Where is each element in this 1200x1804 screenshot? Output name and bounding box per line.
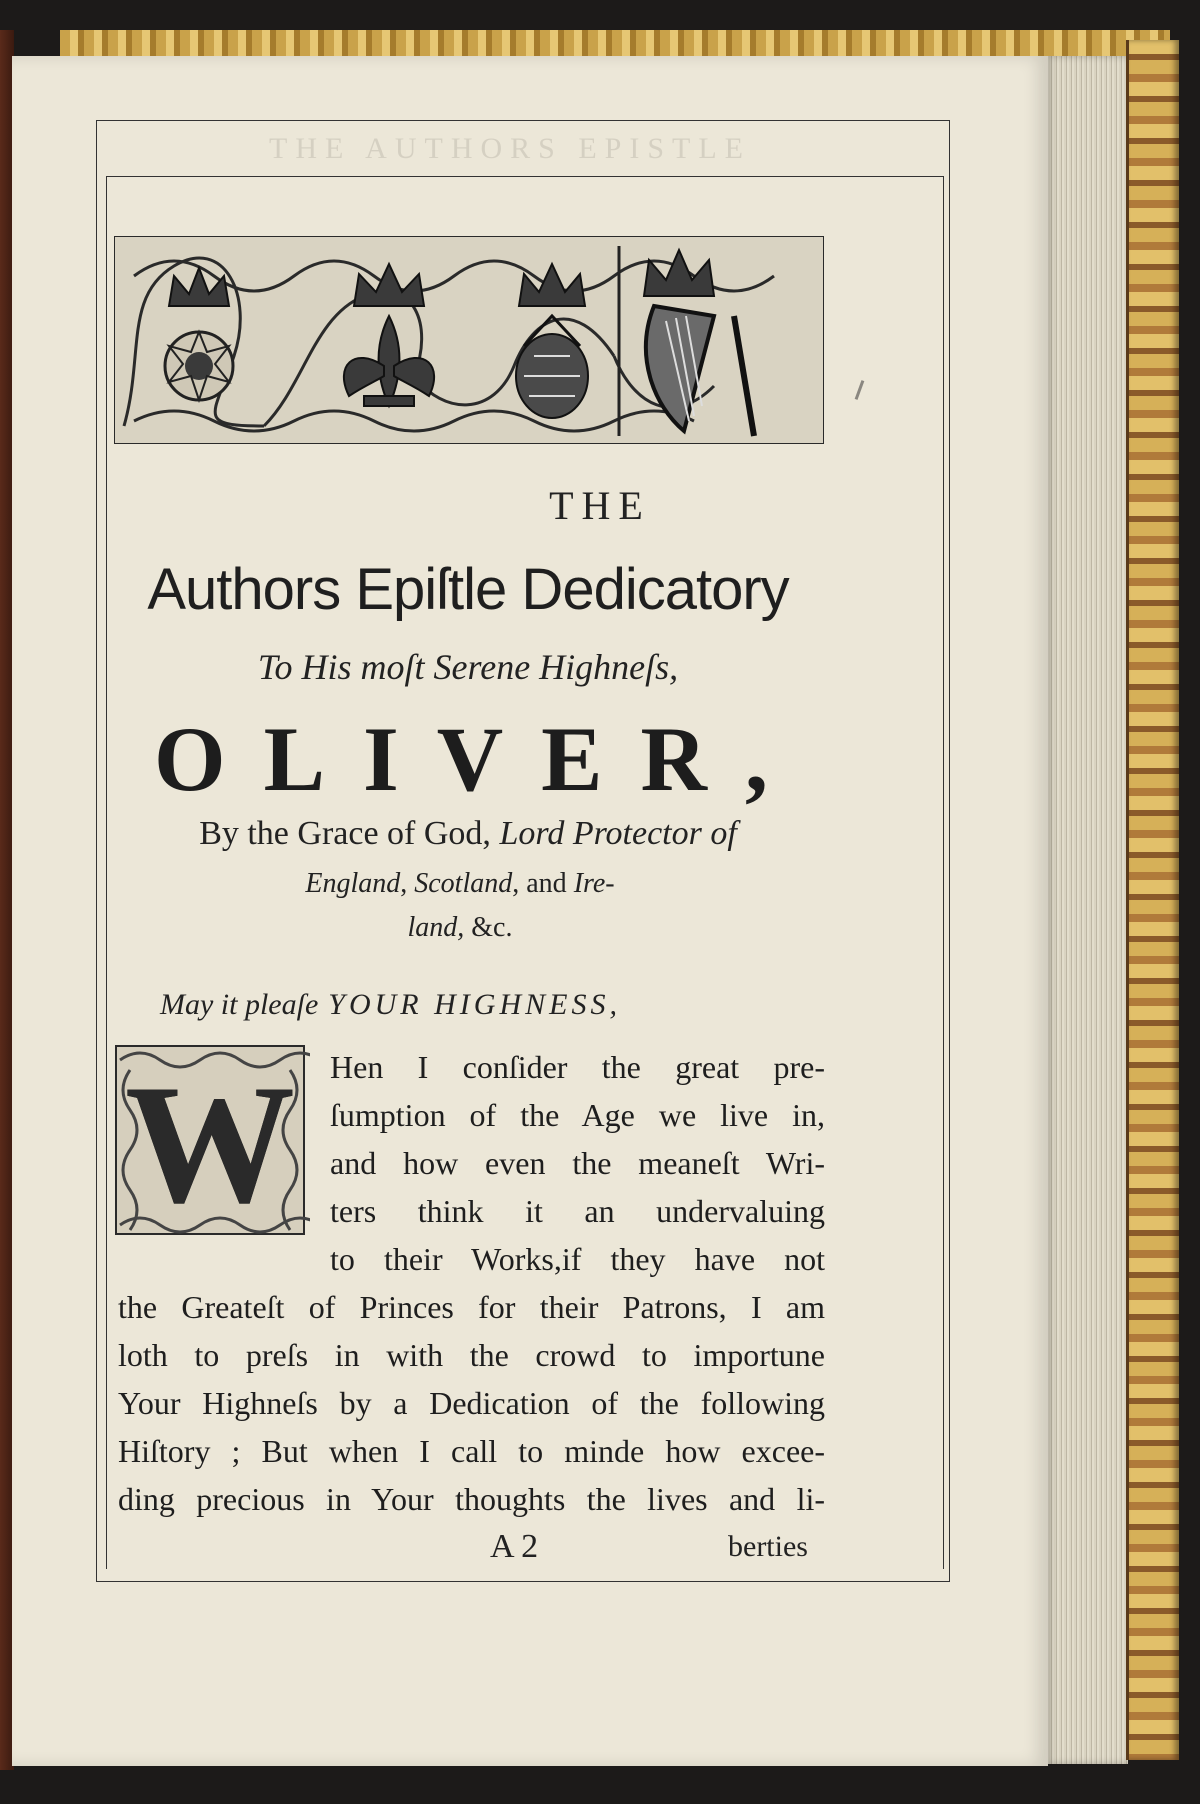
heading-the: THE <box>549 483 651 528</box>
body-line: and how even the meaneſt Wri- <box>330 1145 825 1181</box>
grace-plain: By the Grace of God, <box>199 815 500 852</box>
realm-ireland-part2: land, <box>407 912 465 943</box>
body-line: to their Works,if they have not <box>330 1241 825 1277</box>
show-through-running-head: THE AUTHORS EPISTLE <box>269 132 751 165</box>
realm-ireland-part1: Ire- <box>573 868 615 899</box>
realm-england: England <box>305 868 401 899</box>
page-fore-edge <box>1044 56 1128 1764</box>
dedicatee-name: OLIVER, <box>154 708 806 810</box>
body-line: ding precious in Your thoughts the lives and li- <box>118 1481 825 1517</box>
etcetera: &c. <box>464 912 513 943</box>
salutation-caps: YOUR HIGHNESS, <box>328 988 621 1021</box>
grace-italic: Lord Protector of <box>499 815 737 852</box>
body-line: loth to preſs in with the crowd to importune <box>118 1337 825 1373</box>
body-line: Your Highneſs by a Dedication of the following <box>118 1385 825 1421</box>
body-line: Hen I conſider the great pre- <box>330 1049 825 1085</box>
body-line: ſumption of the Age we live in, <box>330 1097 825 1133</box>
salutation-italic: May it pleaſe <box>160 988 319 1021</box>
realm-sep: , <box>400 868 415 899</box>
salutation <box>160 988 621 1022</box>
realm-sep: , and <box>512 868 574 899</box>
body-line: the Greateſt of Princes for their Patrons, I am <box>118 1289 825 1325</box>
signature-mark: A 2 <box>490 1528 539 1565</box>
headpiece-woodcut <box>114 236 824 444</box>
body-line: ters think it an undervaluing <box>330 1193 825 1229</box>
gilt-ornament-border <box>1126 40 1179 1760</box>
realms-lines <box>200 862 720 950</box>
rose-icon <box>165 332 233 400</box>
initial-letter: W <box>125 1050 295 1238</box>
page-title: Authors Epiſtle Dedicatory <box>147 557 789 622</box>
catchword: berties <box>728 1530 808 1563</box>
dedicatee-line: To His moſt Serene Highneſs, <box>257 647 679 687</box>
ornamental-initial <box>110 1040 310 1240</box>
body-line: Hiſtory ; But when I call to minde how excee- <box>118 1433 825 1469</box>
realm-scotland: Scotland <box>414 868 513 899</box>
grace-line <box>108 810 828 858</box>
